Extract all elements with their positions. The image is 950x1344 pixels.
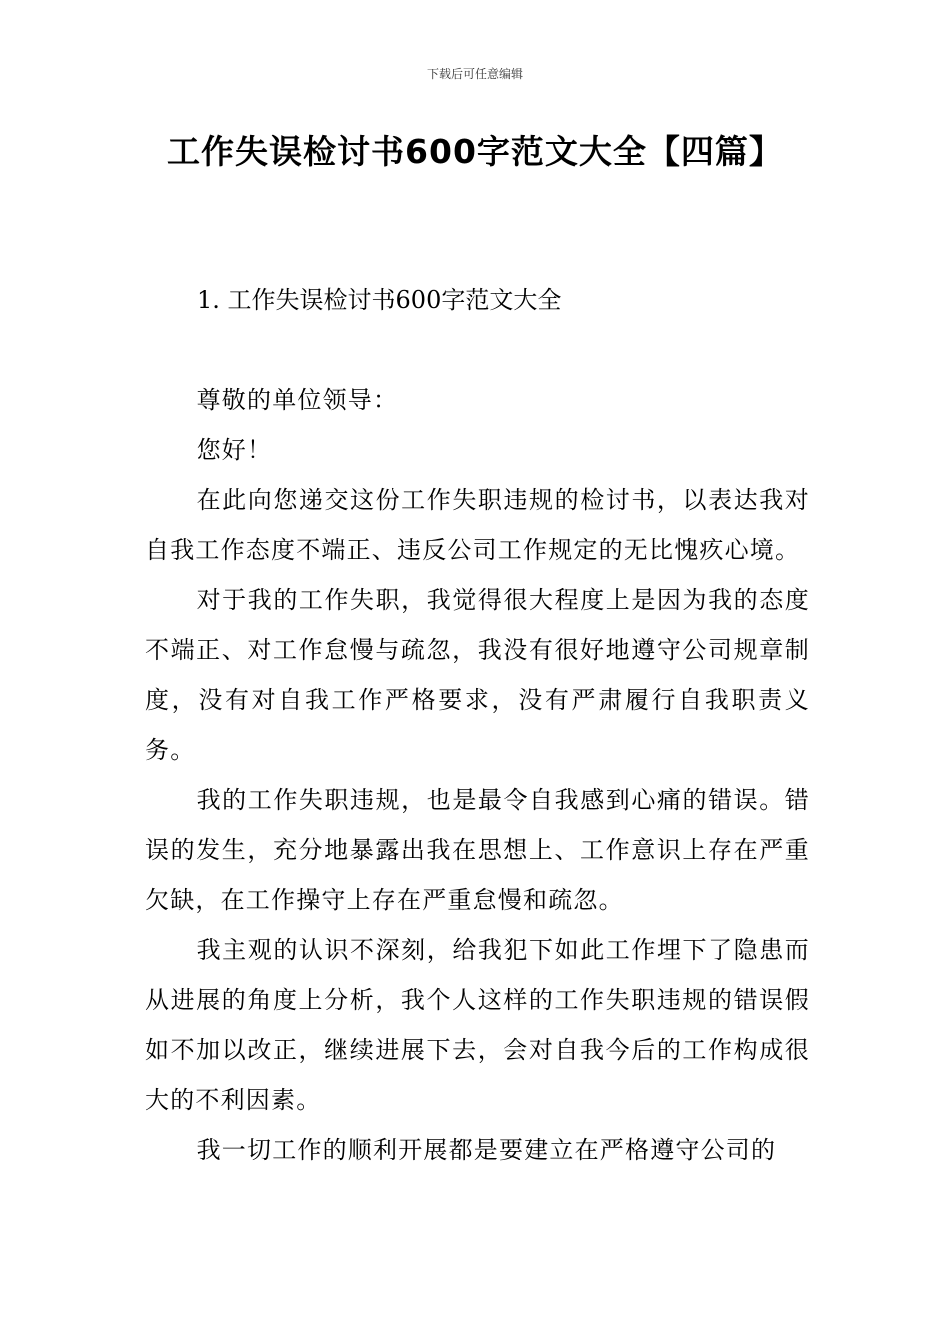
header-note: 下载后可任意编辑 <box>426 67 523 81</box>
body-paragraph: 对于我的工作失职，我觉得很大程度上是因为我的态度不端正、对工作怠慢与疏忽，我没有很好地遵守公司规章制度，没有对自我工作严格要求，没有严肃履行自我职责义务。 <box>145 586 810 764</box>
body-paragraph: 我的工作失职违规，也是最令自我感到心痛的错误。错误的发生，充分地暴露出我在思想上、工作意识上存在严重欠缺，在工作操守上存在严重怠慢和疏忽。 <box>145 786 810 914</box>
salutation: 尊敬的单位领导： <box>196 386 399 414</box>
section-heading: 1. 工作失误检讨书600字范文大全 <box>197 286 562 314</box>
body-paragraph: 在此向您递交这份工作失职违规的检讨书，以表达我对自我工作态度不端正、违反公司工作规定的无比愧疚心境。 <box>145 486 810 564</box>
document-body <box>145 375 810 1175</box>
body-paragraph: 我主观的认识不深刻，给我犯下如此工作埋下了隐患而从进展的角度上分析，我个人这样的工作失职违规的错误假如不加以改正，继续进展下去，会对自我今后的工作构成很大的不利因素。 <box>145 936 810 1114</box>
greeting: 您好！ <box>196 436 273 464</box>
document-title: 工作失误检讨书600字范文大全【四篇】 <box>167 132 783 171</box>
body-paragraph: 我一切工作的顺利开展都是要建立在严格遵守公司的 <box>196 1136 777 1164</box>
